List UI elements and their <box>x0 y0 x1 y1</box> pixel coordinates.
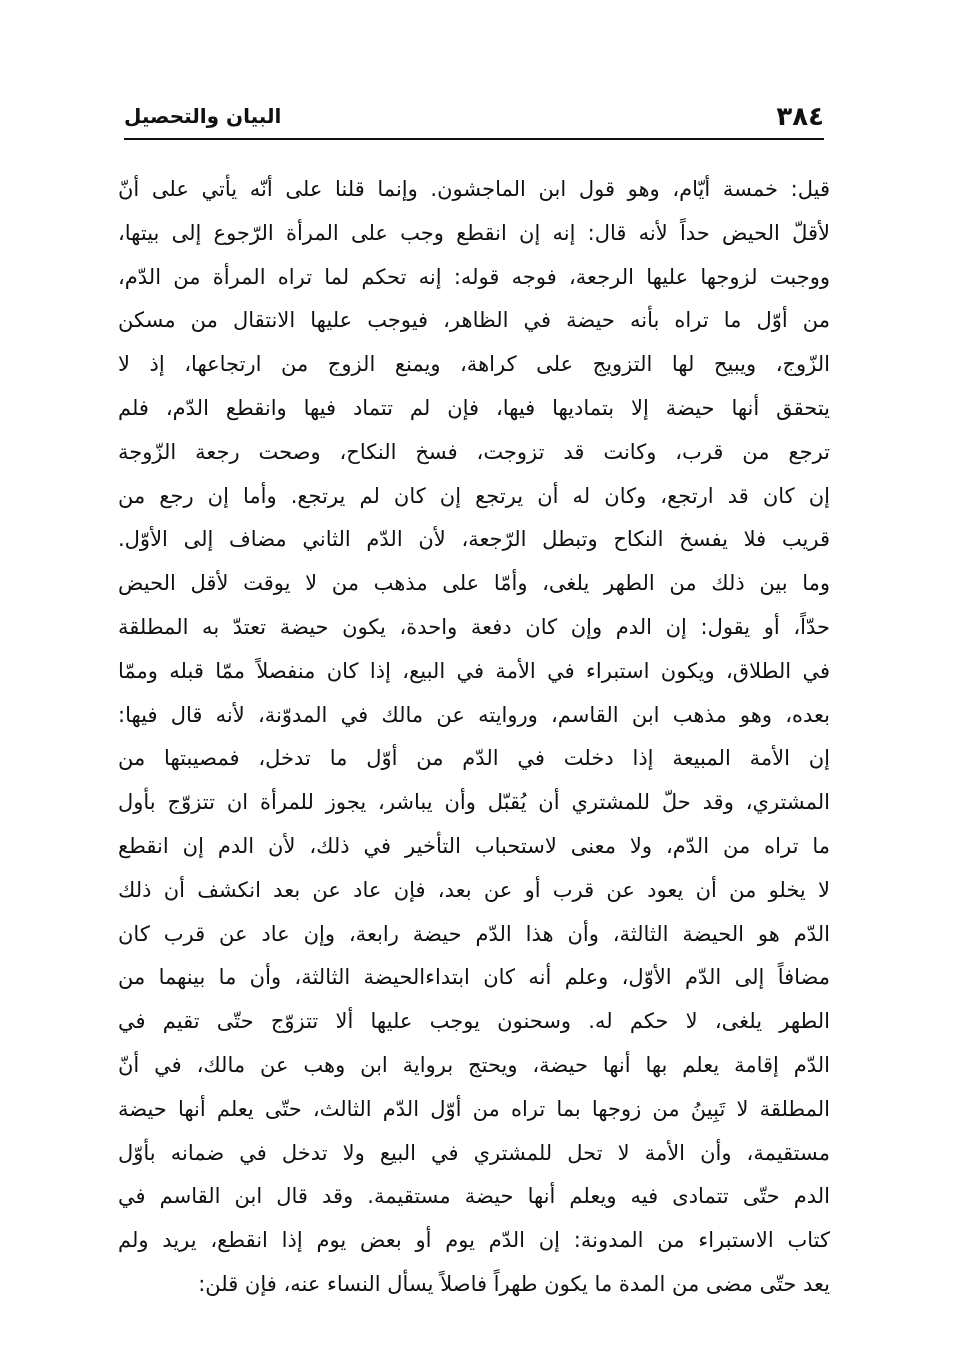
text-line: لأقلّ الحيض حداً لأنه قال: إنه إن انقطع وجب على المرأة الرّجوع إلى بيتها، <box>118 220 830 245</box>
text-line: بعده، وهو مذهب ابن القاسم، وروايته عن مالك في المدوّنة، لأنه قال فيها: <box>118 702 830 727</box>
text-line: المشتري، وقد حلّ للمشتري أن يُقبّل وأن يباشر، يجوز للمرأة ان تتزوّج بأول <box>118 790 830 815</box>
header-rule <box>124 138 824 140</box>
text-line: قريب فلا يفسخ النكاح وتبطل الرّجعة، لأن الدّم الثاني مضاف إلى الأوّل. <box>118 527 830 552</box>
text-line: الطهر يلغى، لا حكم له. وسحنون يوجب عليها ألا تتزوّج حتّى تقيم في <box>118 1009 830 1034</box>
text-line: مضافاً إلى الدّم الأوّل، وعلم أنه كان ابتداءالحيضة الثالثة، وأن ما بينهما من <box>118 965 830 990</box>
text-line: حدّاً، أو يقول: إن الدم وإن كان دفعة واحدة، يكون حيضة تعتدّ به المطلقة <box>118 614 830 639</box>
book-title: البيان والتحصيل <box>124 104 282 128</box>
running-header <box>124 88 824 136</box>
text-line: كتاب الاستبراء من المدونة: إن الدّم يوم أو بعض يوم إذا انقطع، يريد ولم <box>118 1228 830 1253</box>
text-line: في الطلاق، ويكون استبراء في الأمة في البيع، إذا كان منفصلاً ممّا قبله وممّا <box>118 658 830 683</box>
text-line: قيل: خمسة أيّام، وهو قول ابن الماجشون. وإنما قلنا على أنّه يأتي على أنّ <box>118 177 830 201</box>
text-line: إن كان قد ارتجع، وكان له أن يرتجع إن كان لم يرتجع. وأما إن رجع من <box>118 483 830 508</box>
text-line: ما تراه من الدّم، ولا معنى لاستحباب التأخير في ذلك، لأن الدم إن انقطع <box>118 833 830 858</box>
text-line: الدّم هو الحيضة الثالثة، وأن هذا الدّم حيضة رابعة، وإن عاد عن قرب كان <box>118 921 830 946</box>
text-line: وما بين ذلك من الطهر يلغى، وأمّا على مذهب من لا يوقت لأقل الحيض <box>118 571 830 596</box>
text-line: الزّوج، ويبيح لها التزويج على كراهة، ويمنع الزوج من ارتجاعها، إذ لا <box>118 352 830 377</box>
text-line: إن الأمة المبيعة إذا دخلت في الدّم من أوّل ما تدخل، فمصيبتها من <box>118 746 830 771</box>
page-number: ٣٨٤ <box>776 102 824 132</box>
text-line: يتحقق أنها حيضة إلا بتماديها فيها، فإن لم تتماد فيها وانقطع الدّم، فلم <box>118 395 830 420</box>
text-line: الدم حتّى تتمادى فيه ويعلم أنها حيضة مستقيمة. وقد قال ابن القاسم في <box>118 1184 830 1209</box>
text-line: من أوّل ما تراه بأنه حيضة في الظاهر، فيوجب عليها الانتقال من مسكن <box>118 308 830 333</box>
text-line: مستقيمة، وأن الأمة لا تحل للمشتري في البيع ولا تدخل في ضمانه بأوّل <box>118 1140 830 1165</box>
text-line: لا يخلو من أن يعود عن قرب أو عن بعد، فإن عاد عن بعد انكشف أن ذلك <box>118 877 830 902</box>
text-line: المطلقة لا تَبِينُ من زوجها بما تراه من أوّل الدّم الثالث، حتّى يعلم أنها حيضة <box>118 1096 830 1121</box>
text-line: يعد حتّى مضى من المدة ما يكون طهراً فاصلاً يسأل النساء عنه، فإن قلن: <box>198 1271 830 1296</box>
text-line: الدّم إقامة يعلم بها أنها حيضة، ويحتج برواية ابن وهب عن مالك، في أنّ <box>118 1052 830 1077</box>
text-line: ووجبت لزوجها عليها الرجعة، فوجه قوله: إنه تحكم لما تراه المرأة من الدّم، <box>118 264 830 289</box>
text-line: ترجع من قرب، وكانت قد تزوجت، فسخ النكاح، وصحت رجعة الزّوجة <box>118 439 830 464</box>
body-text <box>118 168 830 1307</box>
